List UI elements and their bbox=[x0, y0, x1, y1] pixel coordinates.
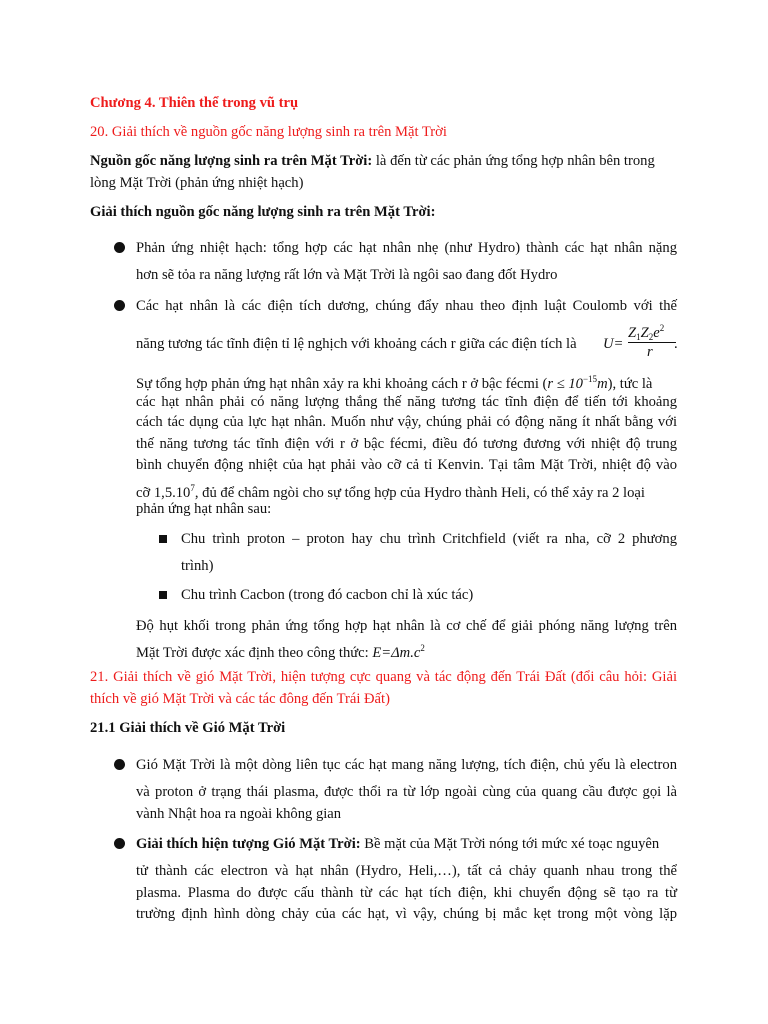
q21-title-line-1: 21. Giải thích về gió Mặt Trời, hiện tượng cực quang và tác động đến Trái Đất (đổi câu hỏi: Giải bbox=[90, 669, 677, 685]
temp-num: 1 bbox=[153, 485, 162, 501]
bullet-icon bbox=[114, 300, 125, 311]
q21-b2-line-1-text: Bề mặt của Mặt Trời nóng tới mức xé toạc nguyên bbox=[360, 836, 660, 852]
formula-fraction bbox=[628, 323, 678, 365]
q21-b2-line-4: trường định hình dòng chảy của các hạt, vì vậy, chúng bị mắc kẹt trong một vòng lặp bbox=[136, 906, 677, 922]
q20-source-label: Nguồn gốc năng lượng sinh ra trên Mặt Trời: bbox=[90, 153, 373, 169]
q21-title-line-2: thích về gió Mặt Trời và các tác đông đến Trái Đất) bbox=[90, 691, 390, 707]
q20-b2-line-7: bình chuyển động nhiệt của hạt phải vào cỡ cả tỉ Kenvin. Tại tâm Mặt Trời, nhiệt độ vào bbox=[136, 457, 677, 473]
formula-sub1: 1 bbox=[636, 332, 641, 342]
q20-b2-line-3 bbox=[136, 370, 677, 393]
chapter-title: Chương 4. Thiên thể trong vũ trụ bbox=[90, 95, 299, 111]
q20-title: 20. Giải thích về nguồn gốc năng lượng sinh ra trên Mặt Trời bbox=[90, 124, 447, 140]
q21-b1-line-2: và proton ở trạng thái plasma, được thổi ra từ lớp ngoài cùng của quang cầu được gọi là bbox=[136, 784, 677, 800]
mass-line-1: Độ hụt khối trong phản ứng tổng hợp hạt nhân là cơ chế để giải phóng năng lượng trên bbox=[136, 618, 677, 634]
formula-z2: Z bbox=[640, 325, 649, 341]
formula-dot: . bbox=[674, 336, 678, 352]
q21-b2-label: Giải thích hiện tượng Gió Mặt Trời: bbox=[136, 836, 361, 852]
formula-r-le: r ≤ 10 bbox=[547, 376, 583, 392]
formula-e: e bbox=[653, 325, 660, 341]
formula-sup: 2 bbox=[659, 323, 665, 333]
temp-num2: 5.10 bbox=[164, 485, 191, 501]
q20-b2-line-3b: ), tức là bbox=[607, 376, 653, 392]
mass-line-2 bbox=[136, 639, 425, 662]
q20-b2-line-3a: Sự tổng hợp phản ứng hạt nhân xảy ra khi khoảng cách r ở bậc fécmi ( bbox=[136, 376, 548, 392]
sub1-line-2: trình) bbox=[181, 558, 214, 574]
square-bullet-icon bbox=[159, 591, 167, 599]
formula-U: U= bbox=[603, 336, 624, 352]
q21-b2-line-3: plasma. Plasma do được cấu thành từ các hạt tích điện, khi chuyển động sẽ tạo ra từ bbox=[136, 885, 677, 901]
q20-b1-line-1: Phản ứng nhiệt hạch: tổng hợp các hạt nhân nhẹ (như Hydro) thành các hạt nhân nặng bbox=[136, 240, 677, 256]
square-bullet-icon bbox=[159, 535, 167, 543]
bullet-icon bbox=[114, 838, 125, 849]
formula-exp: −15 bbox=[582, 374, 598, 384]
mass-formula-sup: 2 bbox=[420, 643, 425, 653]
q21-b1-line-1: Gió Mặt Trời là một dòng liên tục các hạt mang năng lượng, tích điện, chủ yếu là electron bbox=[136, 757, 677, 773]
q20-source-line-2: lòng Mặt Trời (phản ứng nhiệt hạch) bbox=[90, 175, 304, 191]
q21-b2-line-1 bbox=[136, 835, 677, 853]
mass-formula: E=Δm.c bbox=[372, 645, 421, 661]
formula-numerator bbox=[628, 323, 664, 342]
q20-explain-heading: Giải thích nguồn gốc năng lượng sinh ra trên Mặt Trời: bbox=[90, 204, 436, 220]
temp-comma: , bbox=[161, 485, 165, 501]
q20-b2-line-8a: cỡ bbox=[136, 485, 151, 501]
q20-b2-line-9: phản ứng hạt nhân sau: bbox=[136, 501, 272, 517]
sub2-line: Chu trình Cacbon (trong đó cacbon chỉ là xúc tác) bbox=[181, 587, 474, 603]
formula-sub2: 2 bbox=[648, 332, 654, 342]
q20-b2-line-8 bbox=[136, 479, 677, 502]
q20-b2-line-6: thế năng tương tác tĩnh điện với r ở bậc fécmi, điều đó tương đương với nhiệt độ trung bbox=[136, 436, 677, 452]
q20-b2-line-4: các hạt nhân phải có năng lượng thắng thế năng tương tác tĩnh điện để tiến tới khoảng bbox=[136, 394, 677, 410]
fraction-bar bbox=[628, 342, 676, 343]
q20-source-line-1 bbox=[90, 152, 677, 170]
formula-denominator: r bbox=[647, 344, 653, 360]
bullet-icon bbox=[114, 242, 125, 253]
q21-b1-line-3: vành Nhật hoa ra ngoài không gian bbox=[136, 806, 342, 822]
q20-b2-line-8b: , đủ để châm ngòi cho sự tổng hợp của Hydro thành Heli, có thể xảy ra 2 loại bbox=[194, 485, 645, 501]
q20-source-text-1: là đến từ các phản ứng tổng hợp nhân bên trong bbox=[372, 153, 655, 169]
formula-z1: Z bbox=[628, 325, 637, 341]
q20-b2-line-5: cách tác dụng của lực hạt nhân. Muốn như vậy, chúng phải có động năng ít nhất bằng với bbox=[136, 414, 677, 430]
sub1-line-1: Chu trình proton – proton hay chu trình Critchfield (viết ra nha, cỡ 2 phương bbox=[181, 531, 677, 547]
q21-sub-heading: 21.1 Giải thích về Gió Mặt Trời bbox=[90, 720, 286, 736]
temp-exp: 7 bbox=[190, 483, 195, 493]
q20-b2-line-1: Các hạt nhân là các điện tích dương, chúng đẩy nhau theo định luật Coulomb với thế bbox=[136, 298, 677, 314]
q20-b1-line-2: hơn sẽ tỏa ra năng lượng rất lớn và Mặt Trời là ngôi sao đang đốt Hydro bbox=[136, 267, 558, 283]
formula-unit: m bbox=[597, 376, 608, 392]
q21-b2-line-2: tử thành các electron và hạt nhân (Hydro, Heli,…), tất cả chảy quanh nhau trong thể bbox=[136, 863, 677, 879]
bullet-icon bbox=[114, 759, 125, 770]
q20-b2-line-2: năng tương tác tĩnh điện tỉ lệ nghịch với khoảng cách r giữa các điện tích là bbox=[136, 336, 577, 352]
mass-line-2-text: Mặt Trời được xác định theo công thức: bbox=[136, 645, 369, 661]
